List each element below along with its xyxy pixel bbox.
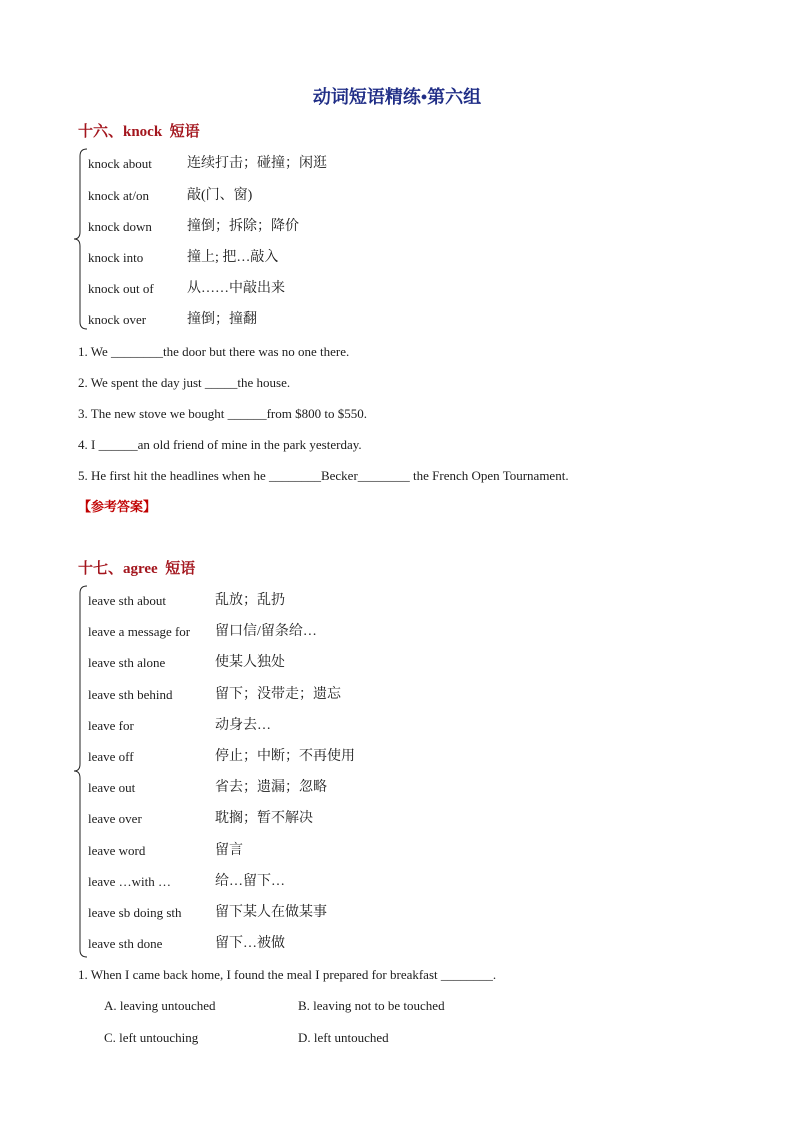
phrase-row xyxy=(0,897,794,928)
option-c: C. left untouching xyxy=(104,1029,199,1045)
meaning: 乱放；乱扔 xyxy=(215,593,285,608)
phrase: leave over xyxy=(88,811,142,827)
meaning: 撞倒；撞翻 xyxy=(187,312,257,328)
phrase-row xyxy=(0,242,794,273)
meaning: 动身去… xyxy=(215,717,271,733)
phrase: leave sth alone xyxy=(88,655,166,671)
phrase: leave sth about xyxy=(88,593,166,608)
phrase-row xyxy=(0,180,794,211)
phrase: knock at/on xyxy=(88,187,150,203)
phrase: leave a message for xyxy=(88,624,191,640)
answer-key-label: 【参考答案】 xyxy=(78,499,157,515)
exercise-question: 2. We spent the day just _____the house. xyxy=(78,374,291,390)
phrase: leave out xyxy=(88,780,136,796)
meaning: 留下；没带走；遗忘 xyxy=(215,686,341,702)
meaning: 耽搁；暂不解决 xyxy=(215,811,313,827)
meaning: 撞倒；拆除；降价 xyxy=(187,218,299,234)
phrase-row xyxy=(0,585,794,616)
meaning: 给…留下… xyxy=(215,873,285,889)
document-body xyxy=(0,117,794,1053)
exercise-question: 4. I ______an old friend of mine in the park yesterday. xyxy=(78,437,362,453)
exercise-question: 5. He first hit the headlines when he ________Becker________ the French Open Tournament. xyxy=(78,468,569,484)
page-title: 动词短语精练•第六组 xyxy=(312,87,482,107)
phrase: knock down xyxy=(88,218,152,234)
phrase-row xyxy=(0,616,794,647)
phrase-row xyxy=(0,835,794,866)
phrase-row xyxy=(0,866,794,897)
phrase-row xyxy=(0,647,794,678)
meaning: 停止；中断；不再使用 xyxy=(215,748,355,764)
option-d: D. left untouched xyxy=(298,1029,389,1045)
phrase: knock into xyxy=(88,249,144,265)
phrase-row xyxy=(0,304,794,335)
phrase: leave word xyxy=(88,842,146,858)
meaning: 省去；遗漏；忽略 xyxy=(215,780,327,796)
meaning: 使某人独处 xyxy=(215,655,285,671)
phrase: leave …with … xyxy=(88,873,172,889)
phrase-row xyxy=(0,211,794,242)
meaning: 敲(门、窗) xyxy=(187,187,253,203)
section-heading-agree: 十七、agree 短语 xyxy=(78,560,196,577)
phrase-row xyxy=(0,679,794,710)
phrase: leave off xyxy=(88,748,134,764)
answer-options-row xyxy=(0,990,794,1021)
phrase: leave for xyxy=(88,717,134,733)
meaning: 留言 xyxy=(215,842,243,858)
meaning: 留下…被做 xyxy=(215,936,285,952)
meaning: 留下某人在做某事 xyxy=(215,904,327,920)
exercise-question: 1. We ________the door but there was no one there. xyxy=(78,343,350,359)
meaning: 连续打击；碰撞；闲逛 xyxy=(187,156,327,172)
section-heading-knock: 十六、knock 短语 xyxy=(78,124,200,141)
phrase: knock about xyxy=(88,156,152,172)
phrase-row xyxy=(0,772,794,803)
answer-options-row xyxy=(0,1022,794,1053)
option-a: A. leaving untouched xyxy=(104,998,216,1014)
phrase: knock over xyxy=(88,312,147,328)
phrase: leave sth done xyxy=(88,936,163,952)
phrase: knock out of xyxy=(88,281,154,297)
meaning: 撞上; 把…敲入 xyxy=(187,249,279,265)
spacer xyxy=(0,523,794,554)
meaning: 留口信/留条给… xyxy=(215,624,317,640)
option-b: B. leaving not to be touched xyxy=(298,998,445,1014)
exercise-question: 1. When I came back home, I found the meal I prepared for breakfast ________. xyxy=(78,967,497,983)
phrase: leave sb doing sth xyxy=(88,904,182,920)
phrase-row xyxy=(0,148,794,179)
phrase-row xyxy=(0,710,794,741)
exercise-question: 3. The new stove we bought ______from $800 to $550. xyxy=(78,405,367,421)
phrase-row xyxy=(0,803,794,834)
phrase: leave sth behind xyxy=(88,686,173,702)
phrase-row xyxy=(0,741,794,772)
phrase-row xyxy=(0,928,794,959)
meaning: 从……中敲出来 xyxy=(187,281,285,297)
phrase-row xyxy=(0,273,794,304)
